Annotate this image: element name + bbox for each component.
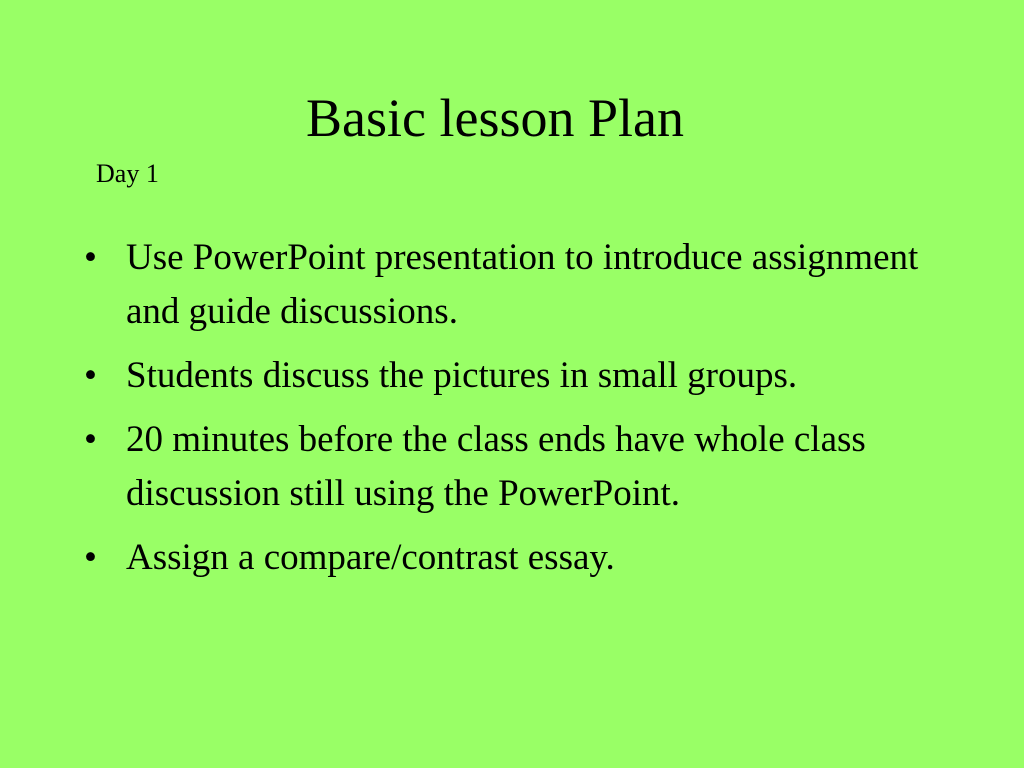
bullet-icon: • [84, 419, 97, 460]
bullet-item [80, 349, 960, 403]
bullet-text: Assign a compare/contrast essay. [126, 537, 615, 578]
bullet-list [80, 231, 960, 595]
slide-subtitle: Day 1 [96, 159, 159, 188]
bullet-text: Students discuss the pictures in small groups. [126, 355, 798, 396]
bullet-icon: • [84, 355, 97, 396]
bullet-text: Use PowerPoint presentation to introduce assignment and guide discussions. [126, 237, 919, 332]
bullet-icon: • [84, 237, 97, 278]
bullet-text: 20 minutes before the class ends have whole class discussion still using the PowerPoint. [126, 419, 866, 514]
bullet-item [80, 231, 960, 339]
bullet-item [80, 413, 960, 521]
bullet-icon: • [84, 537, 97, 578]
slide-title: Basic lesson Plan [306, 88, 684, 148]
bullet-item [80, 531, 960, 585]
